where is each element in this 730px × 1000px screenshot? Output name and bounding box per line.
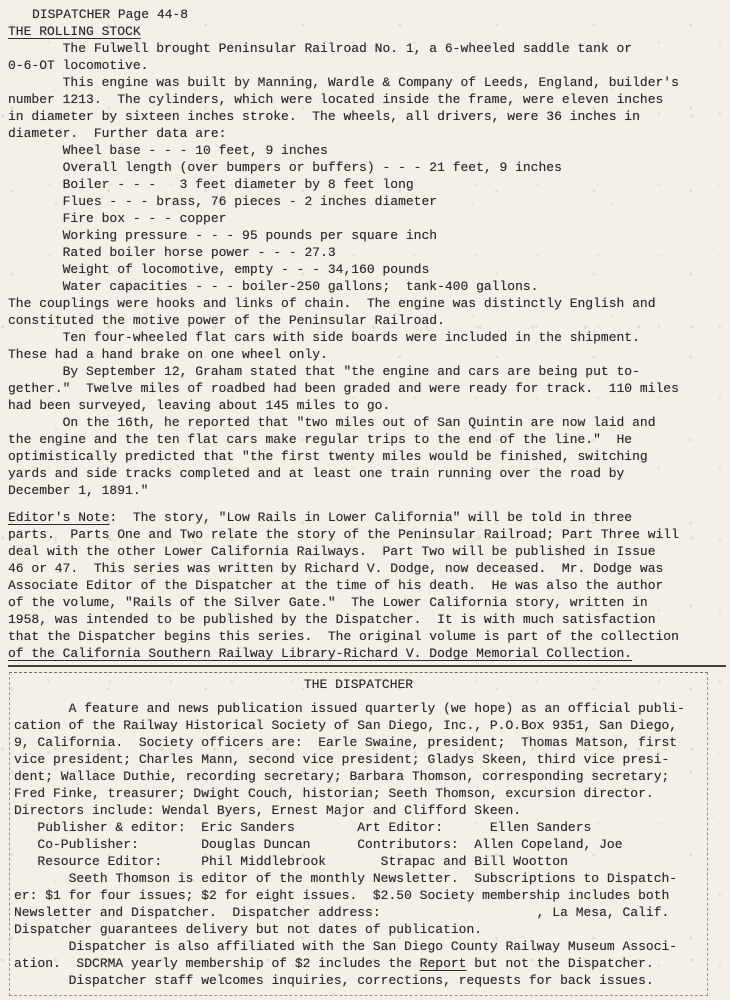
text-line xyxy=(8,40,726,57)
text-segment: 46 or 47. This series was written by Richard V. Dodge, now deceased. Mr. Dodge was xyxy=(8,561,664,576)
text-segment: The Fulwell brought Peninsular Railroad No. 1, a 6-wheeled saddle tank or xyxy=(8,41,633,56)
text-segment: Weight of locomotive, empty - - - 34,160 pounds xyxy=(8,262,430,277)
text-segment: constituted the motive power of the Peninsular Railroad. xyxy=(8,313,445,328)
text-line xyxy=(8,227,726,244)
text-line xyxy=(14,819,703,836)
text-segment: ation. SDCRMA yearly membership of $2 includes the xyxy=(14,956,420,971)
text-segment: Dispatcher guarantees delivery but not dates of publication. xyxy=(14,922,483,937)
text-segment: but not the Dispatcher. xyxy=(466,956,654,971)
text-segment: Report xyxy=(419,956,467,971)
editors-note xyxy=(8,509,726,667)
text-segment: Wheel base - - - 10 feet, 9 inches xyxy=(8,143,328,158)
text-segment: Dispatcher is also affiliated with the San Diego County Railway Museum Associ- xyxy=(14,939,678,954)
text-line xyxy=(8,628,726,645)
text-segment: gether." Twelve miles of roadbed had been graded and were ready for track. 110 miles xyxy=(8,381,679,396)
text-line xyxy=(8,560,726,577)
text-segment: Boiler - - - 3 feet diameter by 8 feet long xyxy=(8,177,414,192)
text-segment: 9, California. Society officers are: Earle Swaine, president; Thomas Matson, first xyxy=(14,735,678,750)
text-line xyxy=(14,870,703,887)
dispatcher-box-body xyxy=(14,700,703,989)
text-segment: dent; Wallace Duthie, recording secretary; Barbara Thomson, corresponding secretary; xyxy=(14,769,670,784)
text-line xyxy=(8,543,726,560)
text-line xyxy=(8,210,726,227)
text-line xyxy=(8,278,726,295)
text-segment: that the Dispatcher begins this series. The original volume is part of the collection xyxy=(8,629,679,644)
text-segment: Ten four-wheeled flat cars with side boards were included in the shipment. xyxy=(8,330,640,345)
text-line xyxy=(8,261,726,278)
text-line xyxy=(8,142,726,159)
text-line xyxy=(8,509,726,526)
text-segment: deal with the other Lower California Railways. Part Two will be published in Issue xyxy=(8,544,656,559)
text-segment: vice president; Charles Mann, second vice president; Gladys Skeen, third vice presi- xyxy=(14,752,670,767)
text-line xyxy=(8,91,726,108)
text-segment: By September 12, Graham stated that "the engine and cars are being put to- xyxy=(8,364,640,379)
text-line xyxy=(14,972,703,989)
text-line xyxy=(8,159,726,176)
text-line xyxy=(14,717,703,734)
text-segment: Newsletter and Dispatcher. Dispatcher address: , La Mesa, Calif. xyxy=(14,905,670,920)
text-line xyxy=(14,768,703,785)
text-segment: 1958, was intended to be published by the Dispatcher. It is with much satisfaction xyxy=(8,612,656,627)
text-segment: A feature and news publication issued quarterly (we hope) as an official publi- xyxy=(14,701,685,716)
text-segment: This engine was built by Manning, Wardle & Company of Leeds, England, builder's xyxy=(8,75,679,90)
text-line xyxy=(14,700,703,717)
text-line xyxy=(8,526,726,543)
text-segment: of the volume, "Rails of the Silver Gate." The Lower California story, written in xyxy=(8,595,648,610)
text-segment: yards and side tracks completed and at least one train running over the road by xyxy=(8,466,625,481)
text-segment: Co-Publisher: Douglas Duncan Contributors: Allen Copeland, Joe xyxy=(14,837,623,852)
text-line xyxy=(8,465,726,482)
text-line xyxy=(14,802,703,819)
text-segment: Working pressure - - - 95 pounds per square inch xyxy=(8,228,438,243)
text-line xyxy=(14,785,703,802)
text-line xyxy=(8,57,726,74)
text-line xyxy=(8,594,726,611)
text-line xyxy=(14,836,703,853)
text-segment: The couplings were hooks and links of chain. The engine was distinctly English and xyxy=(8,296,656,311)
text-line xyxy=(8,448,726,465)
text-segment: Dispatcher staff welcomes inquiries, corrections, requests for back issues. xyxy=(14,973,654,988)
text-segment: Water capacities - - - boiler-250 gallons; tank-400 gallons. xyxy=(8,279,539,294)
text-line xyxy=(8,611,726,628)
text-line xyxy=(8,193,726,210)
text-line xyxy=(8,346,726,363)
text-segment: cation of the Railway Historical Society of San Diego, Inc., P.O.Box 9351, San Diego, xyxy=(14,718,678,733)
text-line xyxy=(8,431,726,448)
text-line xyxy=(8,74,726,91)
text-line xyxy=(8,244,726,261)
text-line xyxy=(14,751,703,768)
text-line xyxy=(8,295,726,312)
text-line xyxy=(8,397,726,414)
dispatcher-info-box xyxy=(9,672,708,996)
text-segment: December 1, 1891." xyxy=(8,483,149,498)
text-segment: Resource Editor: Phil Middlebrook Strapac and Bill Wootton xyxy=(14,854,568,869)
text-segment: These had a hand brake on one wheel only. xyxy=(8,347,328,362)
text-line xyxy=(8,329,726,346)
text-line xyxy=(8,363,726,380)
section-title-rolling-stock: THE ROLLING STOCK xyxy=(8,24,141,39)
text-line xyxy=(8,482,726,499)
text-line xyxy=(8,577,726,594)
text-line xyxy=(14,955,703,972)
page-header: DISPATCHER Page 44-8 xyxy=(32,7,189,22)
text-line xyxy=(14,938,703,955)
text-segment: Rated boiler horse power - - - 27.3 xyxy=(8,245,336,260)
text-segment: 0-6-OT locomotive. xyxy=(8,58,149,73)
box-title: THE DISPATCHER xyxy=(303,677,414,692)
text-segment: number 1213. The cylinders, which were located inside the frame, were eleven inches xyxy=(8,92,664,107)
text-segment: parts. Parts One and Two relate the story of the Peninsular Railroad; Part Three will xyxy=(8,527,679,542)
text-segment: Publisher & editor: Eric Sanders Art Editor: Ellen Sanders xyxy=(14,820,592,835)
text-line xyxy=(8,125,726,142)
text-segment: : The story, "Low Rails in Lower California" will be told in three xyxy=(109,510,633,525)
text-line xyxy=(14,887,703,904)
text-segment: Seeth Thomson is editor of the monthly Newsletter. Subscriptions to Dispatch- xyxy=(14,871,678,886)
text-segment: the engine and the ten flat cars make regular trips to the end of the line." He xyxy=(8,432,633,447)
text-segment: had been surveyed, leaving about 145 miles to go. xyxy=(8,398,391,413)
text-segment: Flues - - - brass, 76 pieces - 2 inches diameter xyxy=(8,194,438,209)
text-segment: Directors include: Wendal Byers, Ernest Major and Clifford Skeen. xyxy=(14,803,522,818)
text-line xyxy=(8,312,726,329)
text-segment: Fire box - - - copper xyxy=(8,211,227,226)
text-segment: optimistically predicted that "the first twenty miles would be finished, switching xyxy=(8,449,648,464)
text-segment: Associate Editor of the Dispatcher at the time of his death. He was also the author xyxy=(8,578,664,593)
text-line xyxy=(8,108,726,125)
text-line xyxy=(8,380,726,397)
text-segment: diameter. Further data are: xyxy=(8,126,227,141)
text-segment: in diameter by sixteen inches stroke. The wheels, all drivers, were 36 inches in xyxy=(8,109,640,124)
text-line xyxy=(14,921,703,938)
text-line xyxy=(14,853,703,870)
text-line xyxy=(14,904,703,921)
text-segment: Editor's Note xyxy=(8,510,110,525)
text-segment: On the 16th, he reported that "two miles out of San Quintin are now laid and xyxy=(8,415,656,430)
text-segment: of the California Southern Railway Library-Richard V. Dodge Memorial Collection. xyxy=(8,646,633,661)
rolling-stock-article xyxy=(8,40,726,499)
text-segment: er: $1 for four issues; $2 for eight issues. $2.50 Society membership includes both xyxy=(14,888,670,903)
text-line xyxy=(8,414,726,431)
text-line xyxy=(8,176,726,193)
text-line xyxy=(8,645,726,662)
text-line xyxy=(14,734,703,751)
text-segment: Overall length (over bumpers or buffers) - - - 21 feet, 9 inches xyxy=(8,160,562,175)
text-segment: Fred Finke, treasurer; Dwight Couch, historian; Seeth Thomson, excursion director. xyxy=(14,786,654,801)
